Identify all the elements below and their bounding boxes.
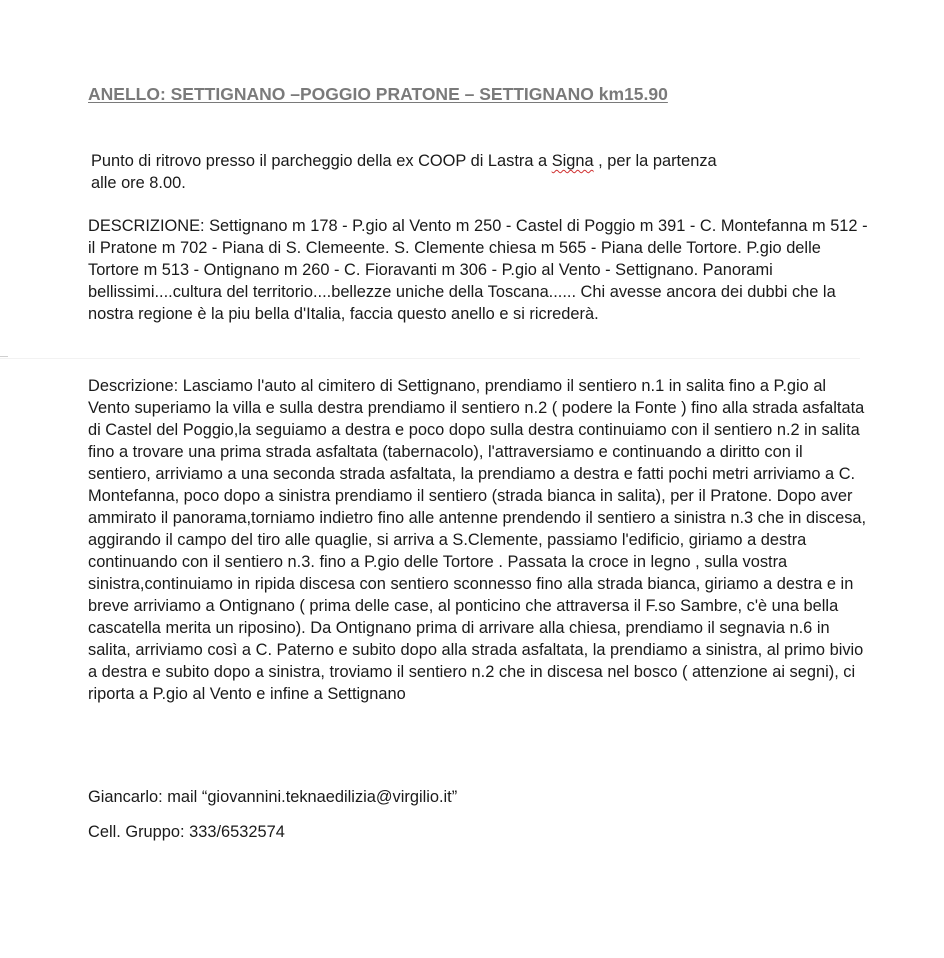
page-edge-mark: [0, 356, 8, 357]
meeting-point-paragraph: [91, 150, 871, 194]
meeting-point-signa: Signa: [551, 152, 594, 170]
document-title: ANELLO: SETTIGNANO –POGGIO PRATONE – SETTIGNANO km15.90: [88, 84, 668, 104]
description-summary: DESCRIZIONE: Settignano m 178 - P.gio al Vento m 250 - Castel di Poggio m 391 - C. Montefanna m 512 - il Pratone m 702 - Piana di S. Clemeente. S. Clemente chiesa m 565 - Piana delle Tortore. P.gio delle Tortore m 513 - Ontignano m 260 - C. Fioravanti m 306 - P.gio al Vento - Settignano. Panorami bellissimi....cultura del territorio....bellezze uniche della Toscana...... Chi avesse ancora dei dubbi che la nostra regione è la piu bella d'Italia, faccia questo anello e si ricrederà.: [88, 217, 868, 323]
meeting-point-time: alle ore 8.00.: [91, 174, 186, 192]
description-route: Descrizione: Lasciamo l'auto al cimitero di Settignano, prendiamo il sentiero n.1 in salita fino a P.gio al Vento superiamo la villa e sulla destra prendiamo il sentiero n.2 ( podere la Fonte ) fino alla strada asfaltata di Castel del Poggio,la seguiamo a destra e poco dopo sulla destra continuiamo con il sentiero n.2 in salita fino a trovare una prima strada asfaltata (tabernacolo), l'attraversiamo e continuando a diritto con il sentiero, arriviamo a una seconda strada asfaltata, la prendiamo a destra e fatti pochi metri arriviamo a C. Montefanna, poco dopo a sinistra prendiamo il sentiero (strada bianca in salita), per il Pratone. Dopo aver ammirato il panorama,torniamo indietro fino alle antenne prendendo il sentiero a sinistra n.3 che in discesa, aggirando il campo del tiro alle quaglie, si arriva a S.Clemente, passiamo l'edificio, giriamo a destra continuando con il sentiero n.3. fino a P.gio delle Tortore . Passata la croce in legno , sulla vostra sinistra,continuiamo in ripida discesa con sentiero sconnesso fino alla strada bianca, giriamo a destra e in breve arriviamo a Ontignano ( prima delle case, al ponticino che attraversa il F.so Sambre, c'è una bella cascatella merita un riposino). Da Ontignano prima di arrivare alla chiesa, prendiamo il segnavia n.6 in salita, arriviamo così a C. Paterno e subito dopo alla strada asfaltata, la prendiamo a sinistra, al primo bivio a destra e subito dopo a sinistra, troviamo il sentiero n.2 che in discesa nel bosco ( attenzione ai segni), ci riporta a P.gio al Vento e infine a Settignano: [88, 377, 867, 703]
meeting-point-line1-end: , per la partenza: [593, 152, 717, 170]
meeting-point-text: Punto di ritrovo presso il parcheggio della ex COOP di Lastra a: [91, 152, 552, 170]
group-phone: Cell. Gruppo: 333/6532574: [88, 823, 285, 841]
faint-divider: [0, 358, 860, 359]
contact-email: Giancarlo: mail “giovannini.teknaedilizia@virgilio.it”: [88, 788, 458, 806]
